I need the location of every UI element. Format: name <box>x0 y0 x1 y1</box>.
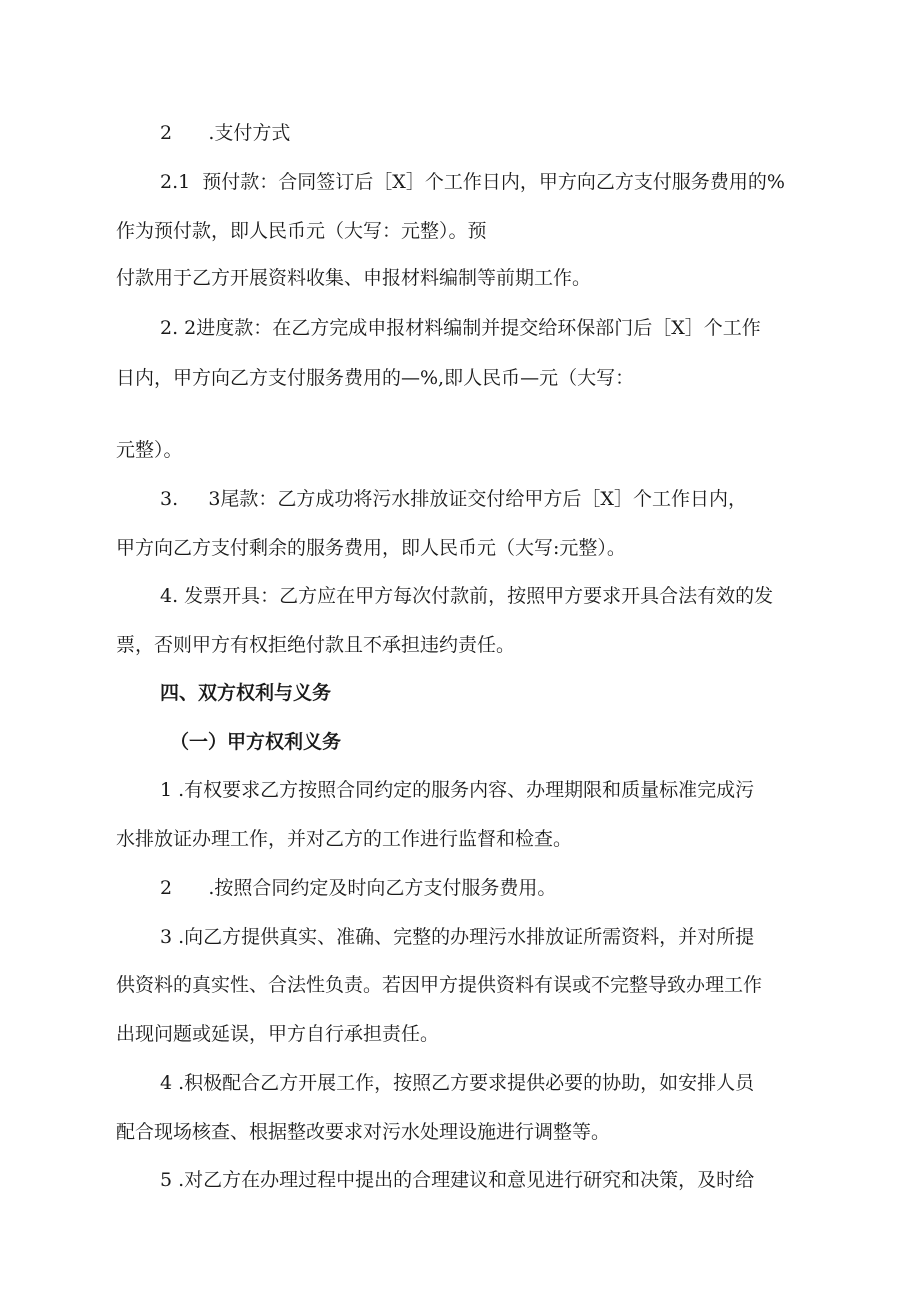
party-a-item-3-line-3: 出现问题或延误，甲方自行承担责任。 <box>116 1023 440 1045</box>
party-a-item-4-line-2: 配合现场核查、根据整改要求对污水处理设施进行调整等。 <box>116 1121 611 1143</box>
progress-payment-line-2: 日内，甲方向乙方支付服务费用的—%,即人民币—元（大写： <box>116 367 635 389</box>
prepayment-line-2: 作为预付款，即人民币元（大写：元整）。预 <box>116 220 487 242</box>
section-four-heading: 四、双方权利与义务 <box>160 682 332 704</box>
party-a-heading: （一）甲方权利义务 <box>170 731 342 753</box>
prepayment-line-3: 付款用于乙方开展资料收集、申报材料编制等前期工作。 <box>116 267 592 289</box>
party-a-item-1-line-1: 1 .有权要求乙方按照合同约定的服务内容、办理期限和质量标准完成污 <box>160 779 755 801</box>
final-payment-line-2: 甲方向乙方支付剩余的服务费用，即人民币元（大写:元整）。 <box>116 537 626 559</box>
party-a-item-4-line-1: 4 .积极配合乙方开展工作，按照乙方要求提供必要的协助，如安排人员 <box>160 1072 755 1094</box>
party-a-item-3-line-2: 供资料的真实性、合法性负责。若因甲方提供资料有误或不完整导致办理工作 <box>116 974 763 996</box>
prepayment-line-1: 2.1 预付款：合同签订后［X］个工作日内，甲方向乙方支付服务费用的% <box>160 171 785 193</box>
invoice-line-1: 4. 发票开具：乙方应在甲方每次付款前，按照甲方要求开具合法有效的发 <box>160 585 774 607</box>
party-a-item-5-line-1: 5 .对乙方在办理过程中提出的合理建议和意见进行研究和决策，及时给 <box>160 1169 755 1191</box>
party-a-item-2: 2 .按照合同约定及时向乙方支付服务费用。 <box>160 877 557 899</box>
progress-payment-line-1: 2. 2进度款：在乙方完成申报材料编制并提交给环保部门后［X］个工作 <box>160 317 761 339</box>
party-a-item-3-line-1: 3 .向乙方提供真实、准确、完整的办理污水排放证所需资料，并对所提 <box>160 926 755 948</box>
party-a-item-1-line-2: 水排放证办理工作，并对乙方的工作进行监督和检查。 <box>116 828 573 850</box>
final-payment-line-1: 3. 3尾款：乙方成功将污水排放证交付给甲方后［X］个工作日内， <box>160 488 747 510</box>
invoice-line-2: 票，否则甲方有权拒绝付款且不承担违约责任。 <box>116 634 516 656</box>
payment-method-heading: 2 .支付方式 <box>160 122 291 144</box>
progress-payment-line-3: 元整）。 <box>116 439 183 461</box>
